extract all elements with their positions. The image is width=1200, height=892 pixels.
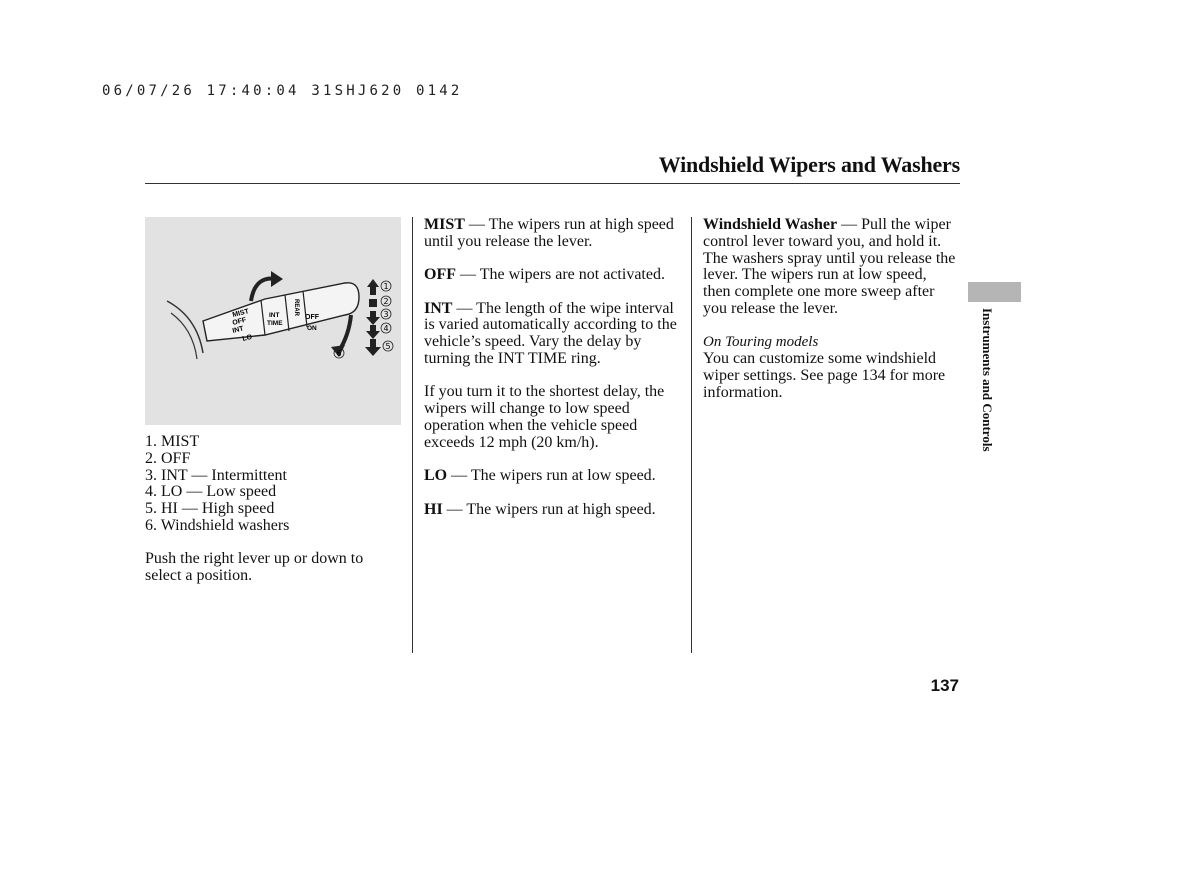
callout-2: 2 [383,297,389,306]
off-position-icon [369,299,377,307]
mist-up-arrow-icon [367,279,379,287]
mist-term: MIST [424,216,465,233]
print-stamp: 06/07/26 17:40:04 31SHJ620 0142 [102,83,463,99]
lo-arrow-shaft-icon [370,325,376,331]
hi-down-arrow-icon [365,347,381,356]
list-item: 6. Windshield washers [145,516,290,534]
mist-paragraph [424,217,686,251]
callout-4: 4 [383,324,389,333]
column-outline-inner [171,313,197,359]
washer-description: — Pull the wiper control lever toward you, and hold it. The washers spray until you release the lever. The wipers run at low speed, then complete one more sweep after you release the lever. [703,216,956,317]
lever-label-on: ON [307,325,317,332]
section-tab [968,282,1021,302]
lo-description: — The wipers run at low speed. [447,467,656,485]
hi-arrow-shaft-icon [370,339,376,347]
list-item: 1. MIST [145,433,200,450]
column-divider-1 [412,217,413,653]
hi-description: — The wipers run at high speed. [442,500,656,518]
instruction-text: Push the right lever up or down to select a position. [145,550,364,585]
int-term: INT [424,299,453,317]
page-number: 137 [930,676,959,695]
list-item: 2. OFF [145,449,191,467]
lever-label-rear: REAR [293,299,299,317]
lo-down-arrow-icon [366,331,380,339]
lever-label-mist: MIST [231,308,250,319]
wiper-lever-illustration [145,217,401,425]
callout-5: 5 [385,342,391,351]
rotate-arrowhead-icon [271,271,283,287]
washer-term: Windshield Washer [703,216,838,233]
title-rule [145,183,960,184]
touring-note: On Touring models [703,334,819,351]
right-column [703,217,958,418]
off-description: — The wipers are not activated. [456,266,665,284]
lo-term: LO [424,467,448,485]
list-item: 5. HI — High speed [145,500,275,518]
list-item: 4. LO — Low speed [145,483,277,501]
lever-label-int: INT [231,325,245,335]
page-title: Windshield Wipers and Washers [658,152,960,177]
shortest-delay-paragraph: If you turn it to the shortest delay, the wipers will change to low speed operation when the vehicle speed exceeds 12 mph (20 km/h). [424,383,665,451]
mist-description: — The wipers run at high speed until you release the lever. [424,216,674,250]
hi-term: HI [424,500,443,518]
int-paragraph [424,301,686,368]
int-description: — The length of the wipe interval is varied automatically according to the vehicle’s speed. Vary the delay by turning the INT TIME ring. [424,299,677,367]
off-paragraph [424,267,686,284]
hi-paragraph [424,502,686,519]
section-label: Instruments and Controls [980,308,995,452]
lever-label-off-2: OFF [305,314,319,321]
callout-1: 1 [383,282,389,291]
touring-paragraph [703,334,958,401]
lever-label-int-time-2: TIME [267,320,283,327]
lever-body [203,283,359,341]
wiper-lever-figure [145,217,401,425]
off-term: OFF [424,266,456,284]
callout-6: 6 [336,349,342,358]
int-down-arrow-icon [366,317,380,325]
touring-text: You can customize some windshield wiper settings. See page 134 for more information. [703,350,946,401]
middle-column [424,217,686,535]
int-arrow-shaft-icon [370,311,376,317]
lever-label-int-time-1: INT [269,312,280,319]
column-divider-2 [691,217,692,653]
callout-3: 3 [383,310,389,319]
lo-paragraph [424,468,686,485]
mist-arrow-shaft-icon [370,287,376,295]
list-item: 3. INT — Intermittent [145,466,287,484]
lever-label-off: OFF [231,316,248,327]
washer-paragraph [703,217,958,318]
position-list [145,434,395,535]
lever-label-lo: LO [241,333,253,343]
left-column [145,434,395,602]
